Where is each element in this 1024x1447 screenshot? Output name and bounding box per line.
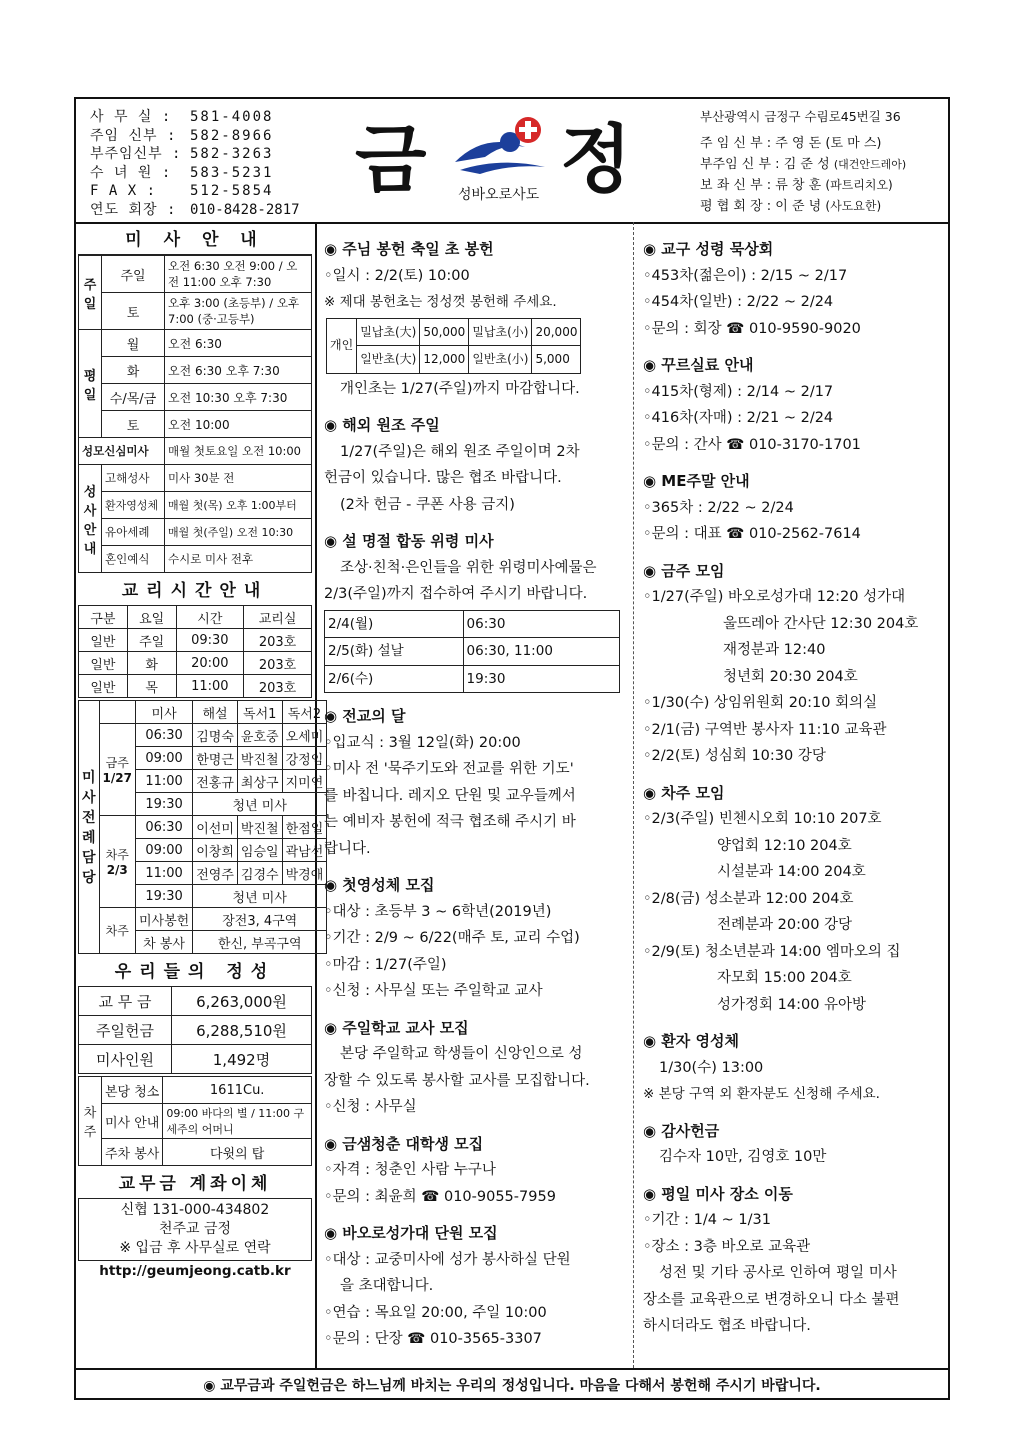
text-line: ◦문의 : 대표 ☎ 010-2562-7614 [643, 526, 861, 542]
text-line: 평 협 회 장 : [700, 199, 772, 214]
table-cell: 06:30 [135, 724, 192, 747]
table-cell: 매월 첫(목) 오후 1:00부터 [165, 492, 312, 519]
text-line: 랍니다. [324, 840, 371, 857]
table-cell: 매월 첫(주일) 오전 10:30 [165, 519, 312, 546]
text-line: 1/30(수) 13:00 [659, 1059, 764, 1076]
text-line: 주임 신부 : [90, 127, 177, 144]
table-cell: 미사인원 [79, 1045, 172, 1074]
text-line: (파트리치오) [825, 178, 893, 192]
notice-title: ◉ 바오로성가대 단원 모집 [324, 1224, 498, 1242]
text-line: 583-5231 [190, 164, 274, 181]
text-line [700, 154, 940, 175]
text-line: ◦2/8(금) 성소분과 12:00 204호 [643, 890, 854, 907]
table-cell: 토 [102, 411, 165, 438]
text-line: 을 초대합니다. [340, 1278, 434, 1294]
text-line: ◦문의 : 회장 ☎ 010-9590-9020 [643, 320, 861, 337]
text-line: ◦문의 : 최윤희 ☎ 010-9055-7959 [324, 1188, 556, 1205]
table-cell: 6,263,000원 [171, 987, 311, 1016]
table-cell: 오전 10:00 [165, 411, 312, 438]
text-line: 김 준 성 [783, 157, 830, 172]
text-line: (사도요한) [825, 199, 882, 213]
text-line: ◦자격 : 청춘인 사람 누구나 [324, 1162, 496, 1178]
text-line: 보 좌 신 부 : [700, 178, 772, 193]
column-divider-2 [633, 222, 634, 1368]
table-cell: 차 봉사 [135, 931, 192, 954]
text-line [700, 133, 940, 154]
text-line: 본당 주일학교 학생들이 신앙인으로 성 [340, 1046, 583, 1062]
notice-title: ◉ 설 명절 합동 위령 미사 [324, 532, 494, 550]
table-cell: 박경애 [282, 862, 327, 885]
next-week-duty-table [78, 1076, 312, 1166]
text-line: ◦415차(형제) : 2/14 ~ 2/17 [643, 383, 834, 400]
table-cell: 교 무 금 [79, 987, 172, 1016]
table-cell: 일반 [79, 629, 128, 652]
text-line: ※ 본당 구역 외 환자분도 신청해 주세요. [643, 1086, 880, 1102]
table-cell: 19:30 [135, 793, 192, 816]
table-cell: 미사 안내 [102, 1104, 163, 1139]
website-link[interactable]: http://geumjeong.catb.kr [99, 1263, 291, 1279]
table-cell: 개인 [327, 318, 357, 373]
table-cell: 윤호중 [237, 724, 282, 747]
text-line: ※ 제대 봉헌초는 정성껏 봉헌해 주세요. [324, 294, 557, 310]
table-cell [99, 701, 135, 724]
candle-price-table [326, 318, 581, 374]
table-cell: 주차 봉사 [102, 1139, 163, 1166]
left-column [78, 226, 324, 1279]
table-cell: 오세미 [282, 724, 327, 747]
table-cell: 11:00 [135, 770, 192, 793]
table-cell: 06:30 [463, 610, 619, 638]
table-cell: 오전 10:30 오후 7:30 [165, 384, 312, 411]
parish-logo-icon [450, 112, 560, 182]
text-line: 주 임 신 부 : [700, 136, 772, 151]
table-cell: 12,000 [420, 346, 469, 374]
text-line: 재정분과 12:40 [723, 642, 826, 658]
table-cell: 전영주 [193, 862, 238, 885]
table-cell: 화 [127, 652, 176, 675]
table-cell: 차주 [99, 908, 135, 954]
text-line: 김수자 10만, 김영호 10만 [659, 1149, 827, 1165]
table-cell: 수시로 미사 전후 [165, 546, 312, 573]
text-line: 1/27(주일)은 해외 원조 주일이며 2차 [340, 443, 580, 460]
text-line: 장소를 교육관으로 변경하오니 다소 불편 [643, 1291, 900, 1308]
text-line [90, 145, 320, 164]
table-cell: 성모신심미사 [79, 438, 165, 465]
table-cell: 최상구 [237, 770, 282, 793]
table-cell: 강정임 [282, 747, 327, 770]
text-line: 581-4008 [190, 109, 274, 125]
text-line: 582-8966 [190, 127, 274, 144]
table-cell: 미사전례담당 [79, 701, 100, 954]
table-cell: 평일 [79, 330, 102, 438]
text-line: 개인초는 1/27(주일)까지 마감합니다. [340, 380, 580, 397]
notice-title: ◉ 전교의 달 [324, 707, 406, 725]
title-left: 금 [355, 117, 427, 203]
table-cell: 한신, 부곡구역 [193, 931, 327, 954]
text-line: (2차 헌금 - 쿠폰 사용 금지) [340, 496, 515, 513]
text-line: ◦2/2(토) 성심회 10:30 강당 [643, 748, 826, 764]
table-cell: 화 [102, 357, 165, 384]
table-cell: 박진철 [237, 747, 282, 770]
text-line: 헌금이 있습니다. 많은 협조 바랍니다. [324, 470, 562, 486]
table-cell: 전홍규 [193, 770, 238, 793]
table-cell: 19:30 [463, 665, 619, 693]
table-cell: 김경수 [237, 862, 282, 885]
text-line: 시설분과 14:00 204호 [717, 864, 866, 880]
text-line: ◦1/30(수) 상임위원회 20:10 회의실 [643, 695, 878, 711]
text-line: ◦입교식 : 3월 12일(화) 20:00 [324, 734, 521, 751]
text-line: 수 녀 원 : [90, 164, 172, 181]
table-cell: 성사안내 [79, 465, 102, 573]
footer-divider [74, 1368, 950, 1370]
table-cell: 차주 2/3 [99, 816, 135, 908]
text-line [90, 182, 320, 201]
table-cell: 한명근 [193, 747, 238, 770]
table-cell: 환자영성체 [102, 492, 165, 519]
notice-title: ◉ 해외 원조 주일 [324, 416, 440, 434]
table-cell: 11:00 [135, 862, 192, 885]
table-cell: 203호 [244, 675, 312, 698]
table-cell: 독서2 [282, 701, 327, 724]
table-cell: 20,000 [532, 318, 581, 346]
text-line [90, 127, 320, 146]
account-info: 신협 131-000-434802 천주교 금정 ※ 입금 후 사무실로 연락 [78, 1198, 312, 1261]
right-column [643, 236, 943, 1340]
text-line: 하시더라도 협조 바랍니다. [643, 1318, 811, 1334]
mass-roles-table [78, 700, 327, 954]
table-cell: 수/목/금 [102, 384, 165, 411]
table-cell: 장전3, 4구역 [193, 908, 327, 931]
table-cell: 5,000 [532, 346, 581, 374]
text-line [700, 175, 940, 196]
table-cell: 2/6(수) [325, 665, 464, 693]
text-line: 2/3(주일)까지 접수하여 주시기 바랍니다. [324, 586, 588, 602]
text-line: 전례분과 20:00 강당 [717, 917, 853, 933]
table-cell: 주일 [79, 256, 102, 330]
table-cell: 09:00 바다의 별 / 11:00 구세주의 어머니 [163, 1104, 312, 1139]
table-cell: 한점일 [282, 816, 327, 839]
mass-guide-title: 미 사 안 내 [78, 226, 312, 255]
text-line [90, 108, 320, 127]
text-line: F A X : [90, 183, 157, 199]
offerings-title: 우리들의 정성 [114, 962, 276, 982]
text-line: ◦453차(젊은이) : 2/15 ~ 2/17 [643, 267, 848, 284]
text-line: (대건안드레아) [833, 158, 907, 171]
table-cell: 혼인예식 [102, 546, 165, 573]
text-line: ◦2/9(토) 청소년분과 14:00 엠마오의 집 [643, 943, 901, 960]
parish-name: 성바오로사도 [458, 187, 540, 203]
text-line: 주 영 돈 [775, 136, 822, 151]
notice-title: ◉ 금주 모임 [643, 561, 725, 580]
table-cell: 목 [127, 675, 176, 698]
text-line: 울뜨레아 간사단 12:30 204호 [723, 615, 919, 632]
table-cell: 오전 6:30 오전 9:00 / 오전 11:00 오후 7:30 [165, 256, 312, 293]
catechism-table [78, 605, 312, 698]
table-cell: 2/4(월) [325, 610, 464, 638]
table-cell: 일반 [79, 675, 128, 698]
table-cell: 매월 첫토요일 오전 10:00 [165, 438, 312, 465]
table-cell: 주일 [102, 256, 165, 293]
table-cell: 지미연 [282, 770, 327, 793]
table-cell: 청년 미사 [193, 793, 327, 816]
table-cell: 203호 [244, 629, 312, 652]
table-cell: 이창희 [193, 839, 238, 862]
table-cell: 09:00 [135, 747, 192, 770]
text-line: 성전 및 기타 공사로 인하여 평일 미사 [659, 1265, 897, 1281]
mass-schedule-table [78, 255, 312, 573]
text-line: ◦416차(자매) : 2/21 ~ 2/24 [643, 410, 834, 426]
text-line: 부주임 신 부 : [700, 157, 780, 172]
contact-list [90, 108, 320, 219]
table-cell: 06:30 [135, 816, 192, 839]
text-line: 는 예비자 봉헌에 적극 협조해 주시기 바 [324, 814, 576, 830]
text-line: 를 바칩니다. 레지오 단원 및 교우들께서 [324, 787, 576, 804]
table-cell: 해설 [193, 701, 238, 724]
notice-title: ◉ 주일학교 교사 모집 [324, 1018, 469, 1037]
memorial-mass-table [324, 610, 620, 694]
table-cell: 고해성사 [102, 465, 165, 492]
table-cell: 차주 [79, 1077, 102, 1166]
table-cell: 교리실 [244, 606, 312, 629]
text-line: (토 마 스) [825, 136, 882, 151]
text-line [700, 196, 940, 217]
notice-title: ◉ ME주말 안내 [643, 472, 750, 490]
text-line: ◦대상 : 초등부 3 ~ 6학년(2019년) [324, 903, 552, 920]
text-line: ◦일시 : 2/2(토) 10:00 [324, 267, 470, 284]
text-line: 성가정회 14:00 유아방 [717, 996, 867, 1013]
offerings-table [78, 986, 312, 1074]
table-cell: 시간 [176, 606, 244, 629]
table-cell: 밀납초(小) [469, 318, 532, 346]
table-cell: 청년 미사 [193, 885, 327, 908]
notice-title: ◉ 첫영성체 모집 [324, 876, 435, 894]
text-line: ◦문의 : 단장 ☎ 010-3565-3307 [324, 1331, 542, 1347]
table-cell: 월 [102, 330, 165, 357]
text-line [90, 201, 320, 220]
text-line: 류 창 훈 [775, 178, 822, 193]
text-line [90, 164, 320, 183]
address: 부산광역시 금정구 수림로45번길 36 [700, 109, 901, 124]
notice-title: ◉ 주님 봉헌 축일 초 봉헌 [324, 240, 494, 258]
table-cell: 다윗의 탑 [163, 1139, 312, 1166]
text-line: ◦365차 : 2/22 ~ 2/24 [643, 499, 794, 516]
text-line: ◦2/3(주일) 빈첸시오회 10:10 207호 [643, 811, 882, 827]
table-cell: 본당 청소 [102, 1077, 163, 1104]
text-line: ◦연습 : 목요일 20:00, 주일 10:00 [324, 1304, 547, 1321]
table-cell: 이선미 [193, 816, 238, 839]
table-cell: 20:00 [176, 652, 244, 675]
text-line: 장할 수 있도록 봉사할 교사를 모집합니다. [324, 1072, 590, 1089]
text-line: 청년회 20:30 204호 [723, 668, 858, 685]
table-cell: 오전 6:30 [165, 330, 312, 357]
table-cell: 토 [102, 293, 165, 330]
text-line: ◦기간 : 1/4 ~ 1/31 [643, 1212, 771, 1228]
text-line: 연도 회장 : [90, 201, 177, 218]
table-cell: 주일 [127, 629, 176, 652]
table-cell: 1,492명 [171, 1045, 311, 1074]
notice-title: ◉ 꾸르실료 안내 [643, 356, 754, 374]
table-cell: 요일 [127, 606, 176, 629]
table-cell: 곽남선 [282, 839, 327, 862]
table-cell: 금주 1/27 [99, 724, 135, 816]
table-cell: 일반 [79, 652, 128, 675]
text-line: ◦2/1(금) 구역반 봉사자 11:10 교육관 [643, 721, 887, 738]
header-divider [74, 222, 950, 224]
table-cell: 일반초(大) [357, 346, 420, 374]
table-cell: 오후 3:00 (초등부) / 오후 7:00 (중·고등부) [165, 293, 312, 330]
text-line: ◦마감 : 1/27(주일) [324, 956, 447, 973]
notice-title: ◉ 평일 미사 장소 이동 [643, 1184, 793, 1203]
footer-message: ◉ 교무금과 주일헌금은 하느님께 바치는 우리의 정성입니다. 마음을 다해서 봉헌해 주시기 바랍니다. [203, 1378, 821, 1394]
text-line: ◦454차(일반) : 2/22 ~ 2/24 [643, 294, 834, 310]
text-line: 사 무 실 : [90, 109, 172, 125]
notice-title: ◉ 감사헌금 [643, 1121, 720, 1140]
table-cell: 주일헌금 [79, 1016, 172, 1045]
text-line: ◦신청 : 사무실 [324, 1099, 417, 1115]
table-cell: 미사 30분 전 [165, 465, 312, 492]
text-line: 582-3263 [190, 146, 274, 162]
table-cell: 유아세례 [102, 519, 165, 546]
table-cell: 밀납초(大) [357, 318, 420, 346]
table-cell: 임승일 [237, 839, 282, 862]
table-cell: 미사 [135, 701, 192, 724]
notice-title: ◉ 환자 영성체 [643, 1032, 739, 1050]
catechism-title: 교리시간안내 [121, 581, 269, 601]
table-cell: 박진철 [237, 816, 282, 839]
table-cell: 오전 6:30 오후 7:30 [165, 357, 312, 384]
text-line: ◦장소 : 3층 바오로 교육관 [643, 1238, 811, 1255]
text-line: 자모회 15:00 204호 [717, 970, 852, 986]
table-cell: 2/5(화) 설날 [325, 638, 464, 666]
table-cell: 독서1 [237, 701, 282, 724]
text-line: ◦문의 : 간사 ☎ 010-3170-1701 [643, 436, 861, 453]
notice-title: ◉ 차주 모임 [643, 783, 725, 802]
text-line: 부주임신부 : [90, 146, 182, 162]
text-line: 010-8428-2817 [190, 201, 300, 218]
table-cell: 11:00 [176, 675, 244, 698]
table-cell: 1611Cu. [163, 1077, 312, 1104]
text-line: ◦신청 : 사무실 또는 주일학교 교사 [324, 983, 543, 999]
text-line: 조상·친척·은인들을 위한 위령미사예물은 [340, 559, 597, 576]
title-right: 정 [560, 117, 632, 203]
text-line: ◦기간 : 2/9 ~ 6/22(매주 토, 교리 수업) [324, 930, 580, 946]
text-line: ◦미사 전 '묵주기도와 전교를 위한 기도' [324, 761, 574, 777]
notice-title: ◉ 교구 성령 묵상회 [643, 240, 774, 258]
table-cell: 김명숙 [193, 724, 238, 747]
middle-column [324, 236, 626, 1353]
table-cell: 203호 [244, 652, 312, 675]
text-line: 이 준 녕 [775, 199, 822, 214]
account-title: 교무금 계좌이체 [118, 1174, 272, 1194]
table-cell: 19:30 [135, 885, 192, 908]
table-cell: 6,288,510원 [171, 1016, 311, 1045]
table-cell: 09:30 [176, 629, 244, 652]
text-line: 양업회 12:10 204호 [717, 837, 852, 854]
table-cell: 50,000 [420, 318, 469, 346]
text-line: 512-5854 [190, 183, 274, 199]
staff-list [700, 106, 940, 217]
table-cell: 일반초(小) [469, 346, 532, 374]
text-line: ◦1/27(주일) 바오로성가대 12:20 성가대 [643, 589, 906, 605]
notice-title: ◉ 금샘청춘 대학생 모집 [324, 1134, 484, 1153]
text-line: ◦대상 : 교중미사에 성가 봉사하실 단원 [324, 1251, 571, 1268]
table-cell: 미사봉헌 [135, 908, 192, 931]
table-cell: 구분 [79, 606, 128, 629]
table-cell: 06:30, 11:00 [463, 638, 619, 666]
table-cell: 09:00 [135, 839, 192, 862]
